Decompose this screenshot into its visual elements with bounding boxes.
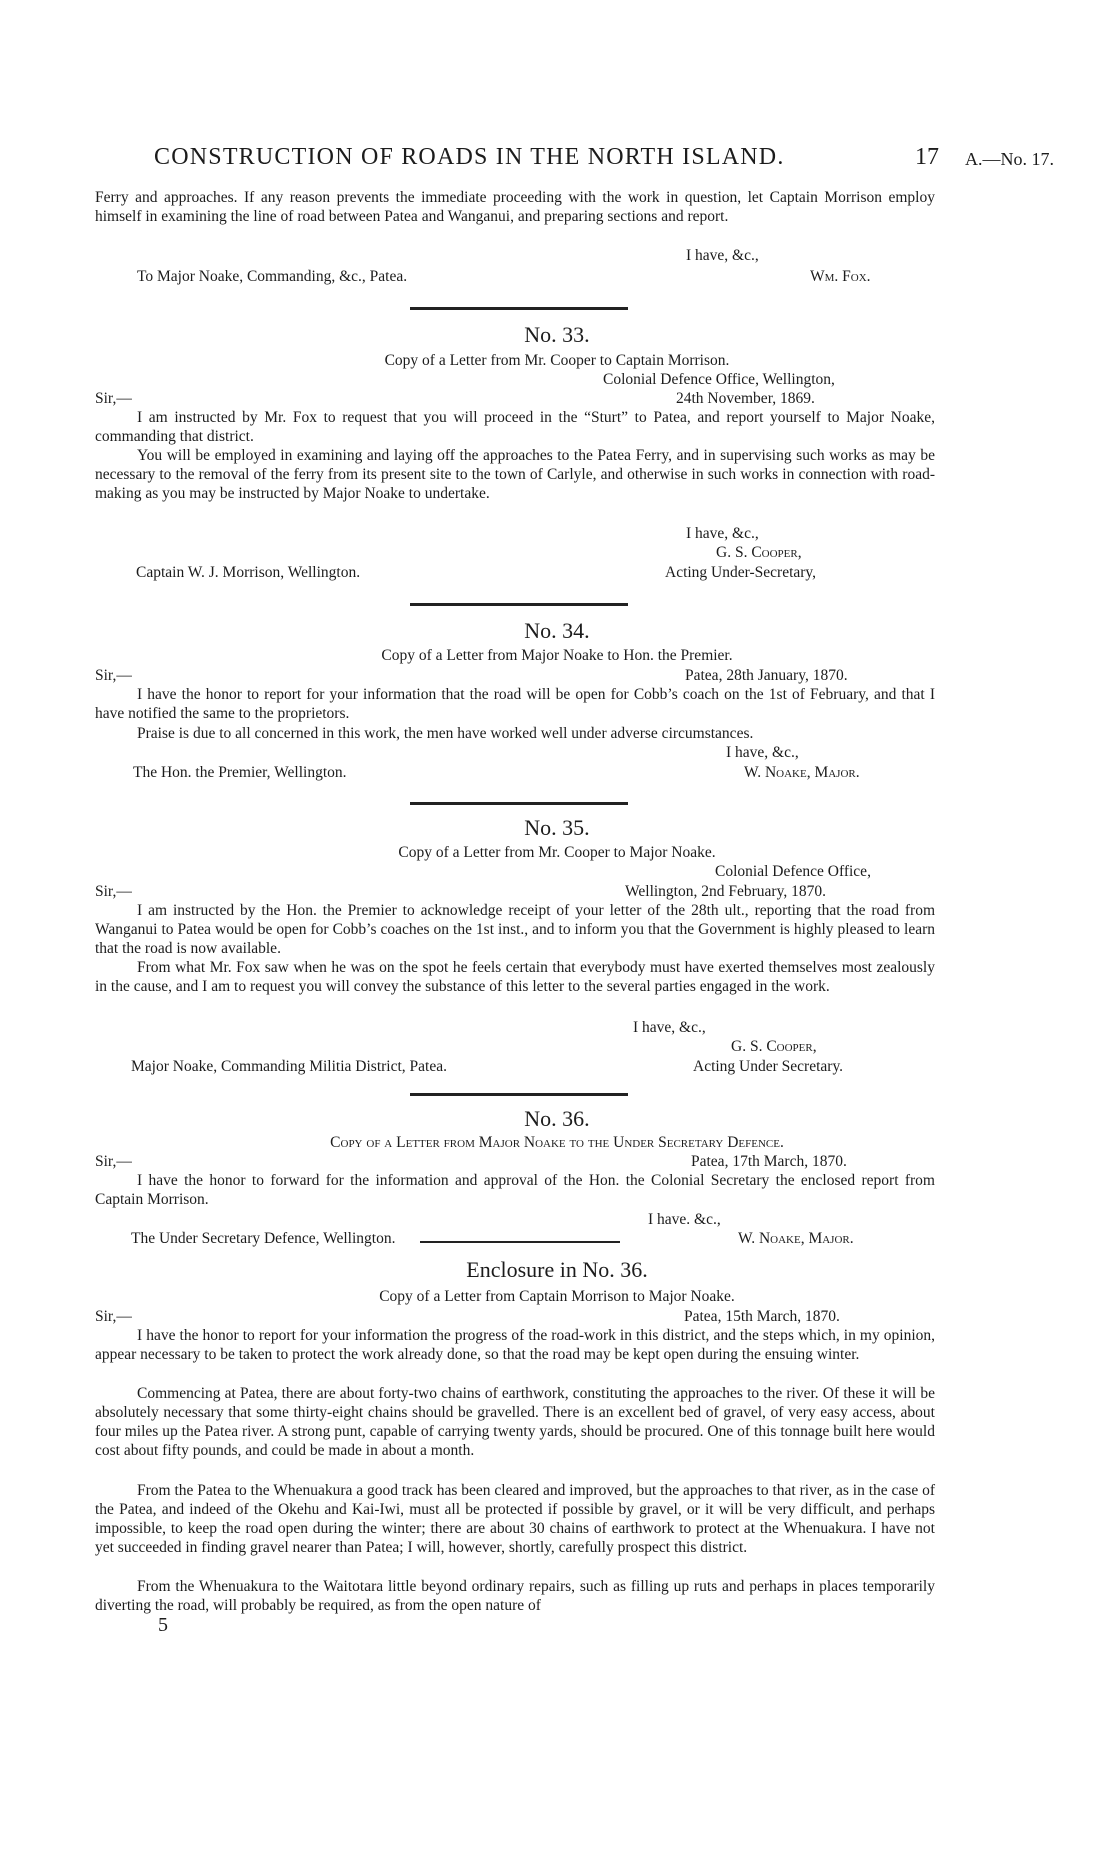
enclosure-date: Patea, 15th March, 1870. (684, 1308, 840, 1325)
close-34: I have, &c., (726, 744, 799, 761)
enclosure-caption: Copy of a Letter from Captain Morrison to Major Noake. (379, 1288, 735, 1305)
enclosure-para-3: From the Patea to the Whenuakura a good track has been cleared and improved, but the approaches to that river, as in the case of the Patea, and indeed of the Okehu and Kai-Iwi, must all be protected if possible by gravel, or it will be very difficult, and perhaps impossible, to keep the road open during the winter; there are about 30 chains of earthwork to protect at the Whenuakura. I have not yet succeeded in finding gravel nearer than Patea; I will, however, shortly, carefully prospect this district. (95, 1482, 935, 1556)
salutation-35: Sir,— (95, 883, 132, 900)
letter-place-33: Colonial Defence Office, Wellington, (603, 371, 835, 388)
letter-date-34: Patea, 28th January, 1870. (685, 667, 848, 684)
letter-number-34: No. 34. (524, 618, 590, 643)
letter-36-para-1: I have the honor to forward for the information and approval of the Hon. the Colonial Secretary the enclosed report from Captain Morrison. (95, 1172, 935, 1208)
signature-title-33: Acting Under-Secretary, (665, 564, 817, 581)
addressee-34: The Hon. the Premier, Wellington. (133, 764, 347, 781)
carry-addressee: To Major Noake, Commanding, &c., Patea. (137, 268, 408, 285)
enclosure-heading: Enclosure in No. 36. (466, 1257, 648, 1282)
carry-close: I have, &c., (686, 247, 759, 264)
page-header-title: CONSTRUCTION OF ROADS IN THE NORTH ISLAND. (154, 144, 785, 170)
carry-body: Ferry and approaches. If any reason prevents the immediate proceeding with the work in question, let Captain Morrison employ himself in examining the line of road between Patea and Wanganui, and preparing sections and report. (95, 189, 935, 225)
enclosure-para-2: Commencing at Patea, there are about forty-two chains of earthwork, constituting the approaches to the river. Of these it will be absolutely necessary that some thirty-eight chains should be gravelled. There is an excellent bed of gravel, of very easy access, about four miles up the Patea river. A strong punt, capable of carrying twenty yards, should be procured. One of this tonnage built here would cost about fifty pounds, and could be made in about a month. (95, 1385, 935, 1459)
signature-34: W. Noake, Major. (744, 764, 860, 781)
letter-date-35: Wellington, 2nd February, 1870. (625, 883, 826, 900)
letter-35-para-2: From what Mr. Fox saw when he was on the spot he feels certain that everybody must have exerted themselves most zealously in the cause, and I am to request you will convey the substance of this letter to the several parties engaged in the work. (95, 959, 935, 995)
carry-signature: Wm. Fox. (810, 268, 871, 285)
section-rule (410, 1093, 628, 1096)
addressee-35: Major Noake, Commanding Militia District, Patea. (131, 1058, 447, 1075)
letter-date-36: Patea, 17th March, 1870. (691, 1153, 847, 1170)
letter-place-35: Colonial Defence Office, (715, 863, 871, 880)
close-33: I have, &c., (686, 525, 759, 542)
letter-caption-36: Copy of a Letter from Major Noake to the Under Secretary Defence. (330, 1134, 784, 1151)
section-rule (410, 307, 628, 310)
close-35: I have, &c., (633, 1019, 706, 1036)
signature-title-35: Acting Under Secretary. (693, 1058, 844, 1075)
letter-number-33: No. 33. (524, 322, 590, 347)
signature-mark: 5 (158, 1614, 168, 1636)
letter-number-36: No. 36. (524, 1106, 590, 1131)
letter-35-para-1: I am instructed by the Hon. the Premier to acknowledge receipt of your letter of the 28th ult., reporting that the road from Wanganui to Patea would be open for Cobb’s coaches on the 1st inst., and to inform you that the Government is highly pleased to learn that the road is now available. (95, 902, 935, 957)
letter-33-para-2: You will be employed in examining and laying off the approaches to the Patea Ferry, and in supervising such works as may be necessary to the removal of the ferry from its present site to the town of Carlyle, and otherwise in such works in connection with road-making as you may be instructed by Major Noake to undertake. (95, 447, 935, 502)
section-rule (410, 603, 628, 606)
page-number: 17 (915, 144, 939, 170)
signature-36: W. Noake, Major. (738, 1230, 854, 1247)
letter-caption-35: Copy of a Letter from Mr. Cooper to Major Noake. (398, 844, 716, 861)
addressee-33: Captain W. J. Morrison, Wellington. (136, 564, 361, 581)
enclosure-para-1: I have the honor to report for your information the progress of the road-work in this district, and the steps which, in my opinion, appear necessary to be taken to protect the work already done, so that the road may be kept open during the ensuing winter. (95, 1327, 935, 1363)
addressee-36: The Under Secretary Defence, Wellington. (131, 1230, 396, 1247)
section-rule (420, 1241, 620, 1243)
letter-34-para-2: Praise is due to all concerned in this work, the men have worked well under adverse circumstances. (137, 725, 754, 742)
enclosure-para-4: From the Whenuakura to the Waitotara little beyond ordinary repairs, such as filling up ruts and perhaps in places temporarily diverting the road, will probably be required, as from the open nature of (95, 1578, 935, 1614)
salutation-enclosure: Sir,— (95, 1308, 132, 1325)
letter-number-35: No. 35. (524, 815, 590, 840)
close-36: I have. &c., (648, 1211, 721, 1228)
document-reference: A.—No. 17. (965, 149, 1054, 169)
letter-caption-33: Copy of a Letter from Mr. Cooper to Captain Morrison. (384, 352, 730, 369)
letter-caption-34: Copy of a Letter from Major Noake to Hon. the Premier. (381, 647, 733, 664)
letter-34-para-1: I have the honor to report for your information that the road will be open for Cobb’s coach on the 1st of February, and that I have notified the same to the proprietors. (95, 686, 935, 722)
letter-33-para-1: I am instructed by Mr. Fox to request that you will proceed in the “Sturt” to Patea, and report yourself to Major Noake, commanding that district. (95, 409, 935, 445)
letter-date-33: 24th November, 1869. (676, 390, 815, 407)
section-rule (410, 802, 628, 805)
salutation-34: Sir,— (95, 667, 132, 684)
salutation-33: Sir,— (95, 390, 132, 407)
salutation-36: Sir,— (95, 1153, 132, 1170)
signature-35: G. S. Cooper, (731, 1038, 817, 1055)
signature-33: G. S. Cooper, (716, 544, 802, 561)
